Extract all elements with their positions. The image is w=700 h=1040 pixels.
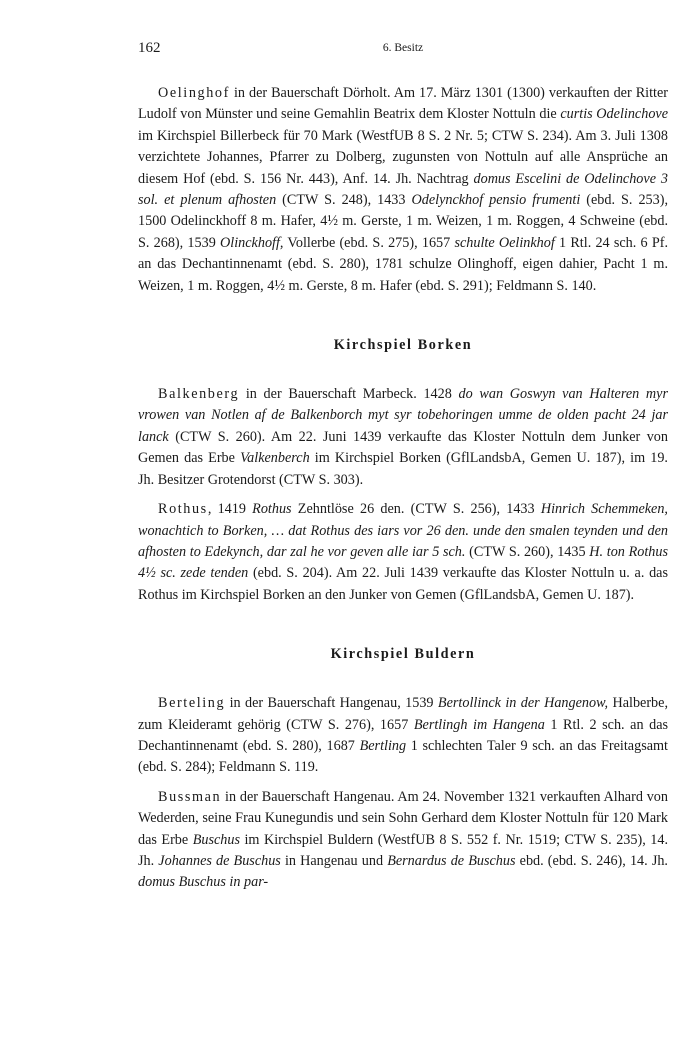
entry-text: (ebd. S. 253), 1500 Odelinckhoff 8 m. Hafer, 4½ m. Gerste, 1 m. Weizen, 1 m. Roggen, 4 Schweine (ebd. S. 268), 1539 — [138, 192, 669, 251]
entry-quote: domus Buschus in par- — [138, 874, 269, 891]
entry-text: , 1419 — [207, 501, 253, 518]
entry-quote: Bertling — [359, 737, 407, 754]
section-heading-buldern: Kirchspiel Buldern — [330, 646, 476, 663]
running-header — [138, 40, 668, 62]
entry-quote: Olinckhoff, — [220, 234, 284, 251]
entry-berteling — [138, 693, 668, 779]
entry-text: 1 Rtl. 24 sch. 6 Pf. an das Dechantinnenamt (ebd. S. 280), 1781 schulze Olinghoff, eigen dahier, Pacht 1 m. Weizen, 1 m. Roggen, 4½ m. Gerste, 8 m. Hafer (ebd. S. 291); Feldmann S. 140. — [138, 234, 669, 294]
entry-text: Vollerbe (ebd. S. 275), 1657 — [283, 234, 455, 251]
entry-quote: curtis Odelinchove — [560, 106, 669, 123]
entry-text: Zehntlöse 26 den. (CTW S. 256), 1433 — [291, 501, 541, 518]
entry-text: Halberbe, zum Kleideramt gehörig (CTW S. 276), 1657 — [138, 695, 668, 733]
entry-text: in der Bauerschaft Hangenau, 1539 — [225, 695, 438, 712]
entry-text: (CTW S. 260), 1435 — [465, 543, 590, 560]
entry-quote: Valkenberch — [240, 450, 310, 467]
entry-text: (CTW S. 260). Am 22. Juni 1439 verkaufte das Kloster Nottuln dem Junker von Gemen das Erbe — [138, 428, 668, 467]
entry-quote: Bertlingh im Hangena — [413, 716, 545, 733]
entry-text: im Kirchspiel Buldern (WestfUB 8 S. 552 f. Nr. 1519; CTW S. 235), 14. Jh. — [138, 831, 668, 869]
entry-text: 1 schlechten Taler 9 sch. an das Freitagsamt (ebd. S. 284); Feldmann S. 119. — [138, 737, 668, 776]
entry-text: im Kirchspiel Borken (GflLandsbA, Gemen U. 187), im 19. Jh. Besitzer Grotendorst (CTW S. 303). — [138, 450, 668, 488]
entry-text: ebd. (ebd. S. 246), 14. Jh. — [515, 852, 668, 869]
entry-bussman — [138, 787, 668, 894]
entry-quote: schulte Oelinkhof — [454, 234, 555, 251]
entry-name: Rothus — [158, 501, 208, 518]
entry-quote: Bertollinck in der Hangenow, — [437, 695, 609, 712]
entry-quote: Hinrich Schemmeken, wonachtich to Borken, … dat Rothus des iars vor 26 den. unde den smalen teynden und den afhosten to Edekynch, dar zal he vor geven alle iar 5 sch. — [138, 501, 668, 560]
entry-quote: Rothus — [252, 501, 292, 518]
entry-text: in der Bauerschaft Marbeck. 1428 — [239, 386, 459, 403]
entry-text: (CTW S. 248), 1433 — [276, 192, 412, 209]
page-number: 162 — [138, 40, 161, 56]
chapter-title: 6. Besitz — [382, 42, 424, 54]
entry-name: Balkenberg — [158, 386, 240, 403]
entry-text: in der Bauerschaft Dörholt. Am 17. März 1301 (1300) verkauften der Ritter Ludolf von Münster und seine Gemahlin Beatrix dem Kloster Nottuln die — [138, 85, 668, 123]
entry-rothus — [138, 499, 668, 606]
entry-quote: H. ton Rothus 4½ sc. zede tenden — [138, 543, 668, 582]
entry-name: Bussman — [158, 788, 222, 805]
entry-quote: domus Escelini de Odelinchove 3 sol. et plenum afhosten — [138, 170, 668, 209]
entry-text: in der Bauerschaft Hangenau. Am 24. November 1321 verkauften Alhard von Wederden, seine Frau Kunegundis und sein Sohn Gerhard dem Kloster Nottuln für 120 Mark das Erbe — [138, 788, 668, 848]
entry-oelinghof — [138, 83, 668, 297]
entry-balkenberg — [138, 384, 668, 491]
entry-text: in Hangenau und — [280, 852, 388, 869]
entry-quote: Odelynckhof pensio frumenti — [411, 192, 581, 209]
book-page — [138, 40, 668, 894]
entry-text: (ebd. S. 204). Am 22. Juli 1439 verkaufte das Kloster Nottuln u. a. das Rothus im Kirchspiel Borken an den Junker von Gemen (GflLandsbA, Gemen U. 187). — [138, 565, 668, 603]
entry-name: Oelinghof — [158, 85, 230, 101]
entry-quote: Bernardus de Buschus — [387, 852, 516, 869]
entry-text: 1 Rtl. 2 sch. an das Dechantinnenamt (ebd. S. 280), 1687 — [138, 716, 669, 754]
entry-quote: Buschus — [192, 831, 240, 848]
entry-text: im Kirchspiel Billerbeck für 70 Mark (WestfUB 8 S. 2 Nr. 5; CTW S. 234). Am 3. Juli 1308 verzichtete Johannes, Pfarrer zu Dolberg, zugunsten von Nottuln auf alle Ansprüche an diesem Hof (ebd. S. 156 Nr. 443), Anf. 14. Jh. Nachtrag — [138, 127, 668, 187]
entry-name: Berteling — [158, 695, 226, 712]
entry-quote: Johannes de Buschus — [158, 852, 281, 869]
section-heading-borken: Kirchspiel Borken — [333, 337, 473, 354]
entry-quote: do wan Goswyn van Halteren myr vrowen van Notlen af de Balkenborch myt syr tobehoringen umme de olden pacht 24 jar lanck — [138, 386, 668, 445]
